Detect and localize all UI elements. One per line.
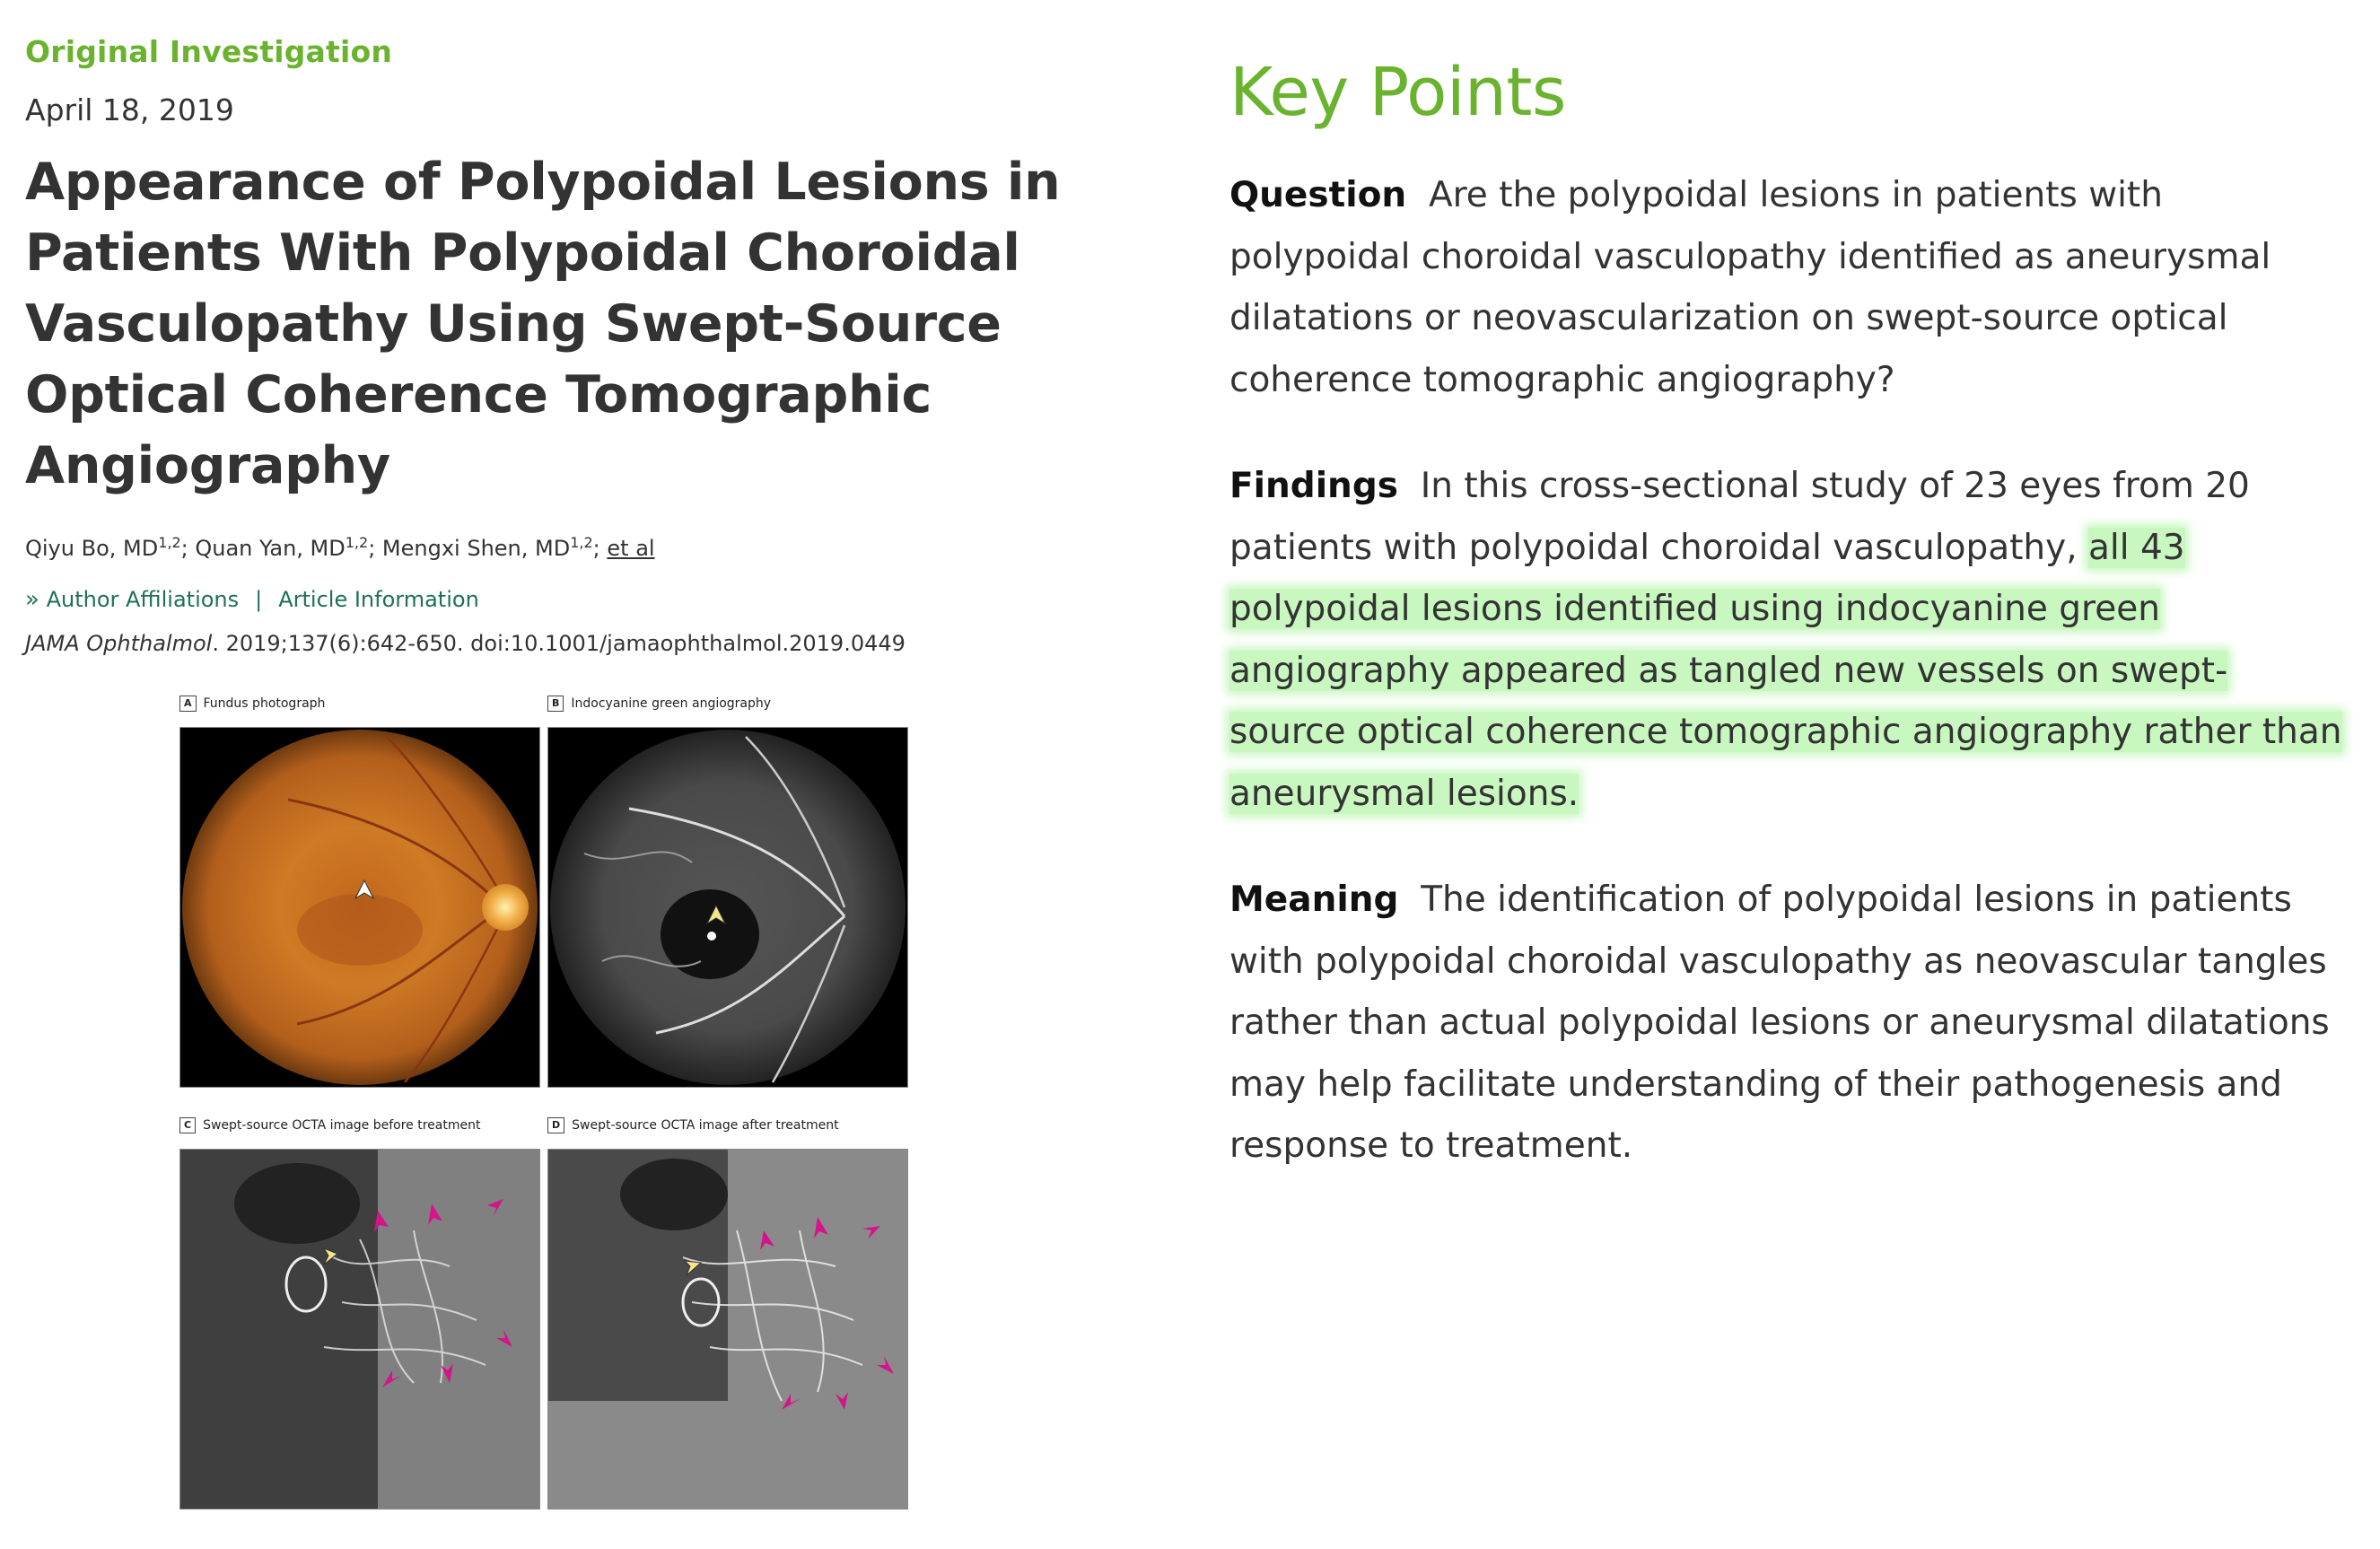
key-point-question: Question Are the polypoidal lesions in patients with polypoidal choroidal vasculopathy identified as aneurysmal dilatations or neovascularization on swept-source optical coherence tomographic angiography? xyxy=(1229,175,2271,400)
key-point-findings: Findings In this cross-sectional study of 23 eyes from 20 patients with polypoidal choroidal vasculopathy, all 43 polypoidal lesions identified using indocyanine green angiography appeared as tangled new vessels on swept-source optical coherence tomographic angiography rather than aneurysmal lesions. xyxy=(1229,466,2342,814)
article-title: Appearance of Polypoidal Lesions in Patients With Polypoidal Choroidal Vasculopathy Using Swept-Source Optical Coherence Tomographic Angiography xyxy=(25,153,1061,495)
panel-a-label: A Fundus photograph xyxy=(179,696,325,712)
author-list: Qiyu Bo, MD$^{1,2}$; Quan Yan, MD$^{1,2}$; Mengxi Shen, MD$^{1,2}$; et al xyxy=(25,534,655,561)
article-links xyxy=(25,586,1138,613)
highlighted-finding: all 43 polypoidal lesions identified using indocyanine green angiography appeared as tangled new vessels on swept-source optical coherence tomographic angiography rather than aneurysmal lesions. xyxy=(1229,527,2342,814)
key-point-meaning: Meaning The identification of polypoidal lesions in patients with polypoidal choroidal vasculopathy as neovascular tangles rather than actual polypoidal lesions or aneurysmal dilatations may help facilitate understanding of their pathogenesis and response to treatment. xyxy=(1229,880,2330,1166)
octa-after-treatment-image xyxy=(547,1149,908,1510)
citation: JAMA Ophthalmol. 2019;137(6):642-650. doi:10.1001/jamaophthalmol.2019.0449 xyxy=(25,631,906,656)
article-header xyxy=(25,34,1138,656)
key-points-box xyxy=(1229,54,2342,1177)
author-link[interactable]: Quan Yan, MD xyxy=(195,536,346,561)
author-affiliations-link[interactable]: » Author Affiliations xyxy=(25,586,240,613)
author-link[interactable]: Qiyu Bo, MD xyxy=(25,536,159,561)
et-al-link[interactable]: et al xyxy=(607,536,655,561)
article-information-link[interactable]: Article Information xyxy=(278,587,479,612)
key-points-title: Key Points xyxy=(1229,54,1566,131)
publish-date: April 18, 2019 xyxy=(25,92,234,127)
fundus-photograph-image xyxy=(179,727,540,1088)
octa-before-treatment-image xyxy=(179,1149,540,1510)
panel-c-label: C Swept-source OCTA image before treatment xyxy=(179,1117,480,1133)
author-link[interactable]: Mengxi Shen, MD xyxy=(381,536,571,561)
panel-d-label: D Swept-source OCTA image after treatment xyxy=(547,1117,839,1133)
double-chevron-right-icon: » xyxy=(25,586,39,613)
figure-panel-grid[interactable] xyxy=(179,696,915,1521)
section-label[interactable]: Original Investigation xyxy=(25,34,393,69)
icg-angiography-image xyxy=(547,727,908,1088)
panel-b-label: B Indocyanine green angiography xyxy=(547,696,771,712)
link-separator: | xyxy=(255,587,263,612)
